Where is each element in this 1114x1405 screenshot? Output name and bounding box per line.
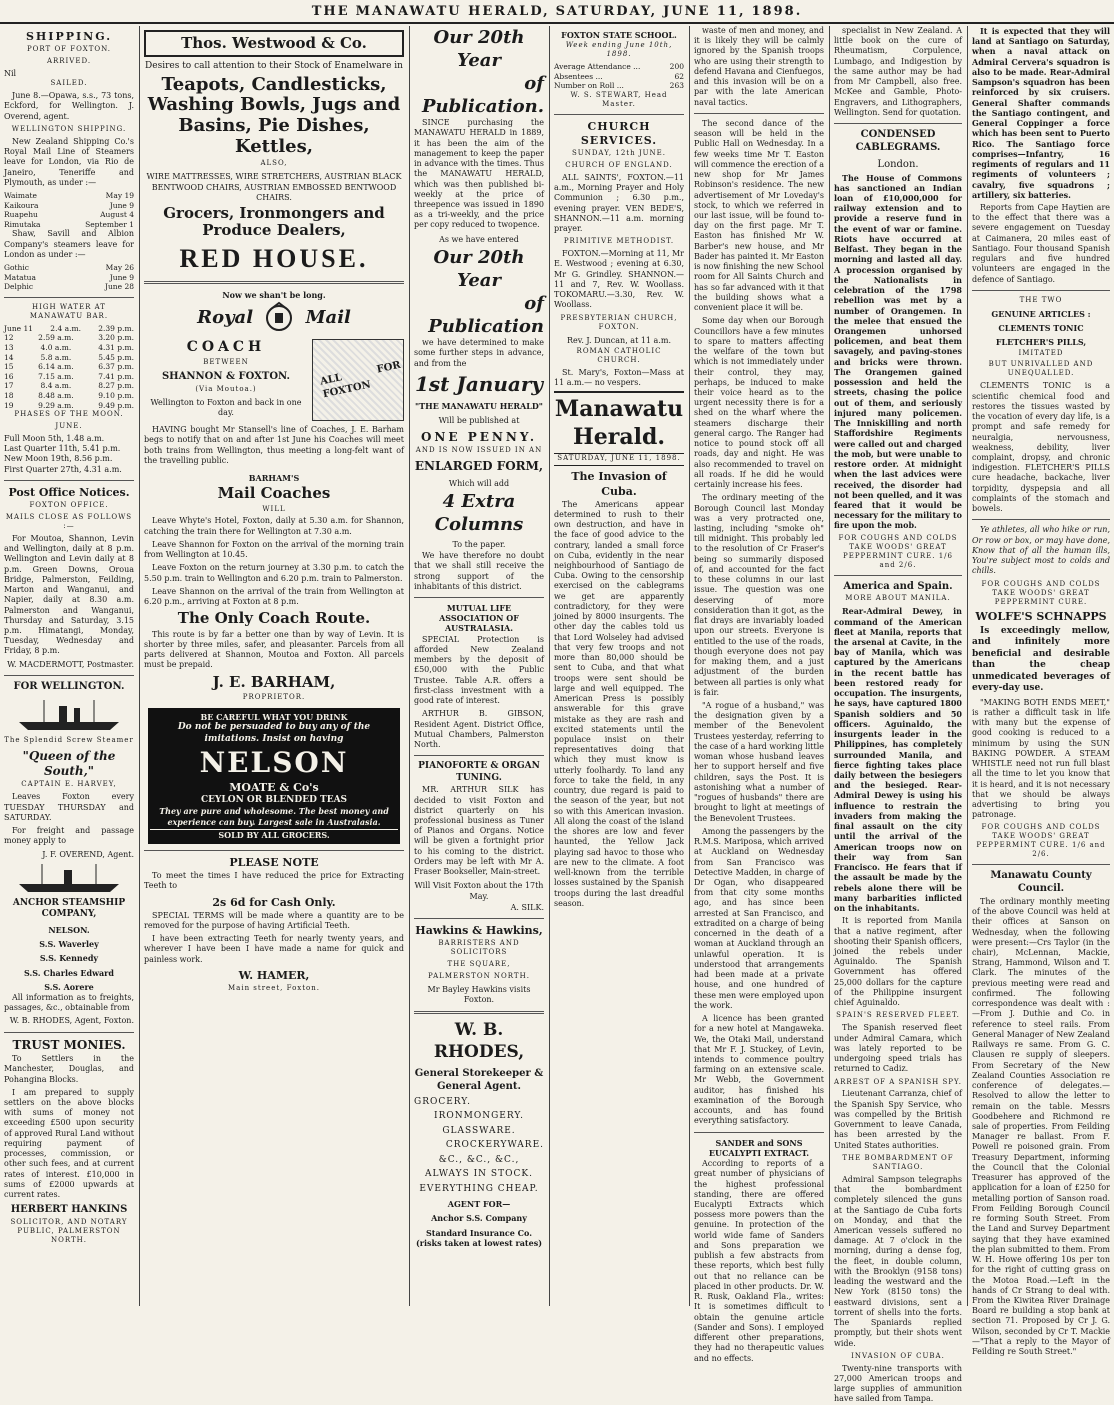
steamer-date: May 26 bbox=[105, 263, 134, 273]
nzs-text: New Zealand Shipping Co.'s Royal Mail Line of Steamers leave for London, via Rio de Janeiro, Teneriffe and Plymouth, as under :— bbox=[4, 136, 134, 187]
steamer-date: May 19 bbox=[105, 191, 134, 200]
silk-signature: A. SILK. bbox=[510, 902, 544, 912]
attendance-label: Number on Roll ... bbox=[554, 81, 624, 91]
extracting-text: I have been extracting Teeth for nearly twenty years, and wherever I have been I have made a name for quick and painless work. bbox=[144, 934, 404, 964]
ship-name: S.S. Kennedy bbox=[39, 953, 99, 964]
since-text: SINCE purchasing the MANAWATU HERALD in 1889, it has been the aim of the management to keep the paper in advance with the times. Thus the MANAWATU HERALD, which was then published bi-weekly at the price of threepence was issued in 1890 as a tri-weekly, and the price per copy reduced to twopence. bbox=[414, 118, 544, 230]
clements-heading: CLEMENTS TONIC bbox=[998, 323, 1084, 334]
trust-heading: TRUST MONIES. bbox=[12, 1037, 126, 1052]
coach-schedule: Leave Foxton on the return journey at 3.30 p.m. to catch the 5.50 p.m. train to Wellington and 6.20 p.m. train to Palmerston. bbox=[144, 563, 404, 583]
wolfe-heading: WOLFE'S SCHNAPPS bbox=[975, 610, 1107, 624]
tide-pm: 7.41 p.m. bbox=[98, 371, 134, 381]
post-office-heading: Post Office Notices. bbox=[8, 485, 130, 499]
divider bbox=[414, 597, 544, 598]
steamer-date: June 9 bbox=[109, 272, 134, 282]
column-3 bbox=[410, 26, 548, 1306]
issued-text: AND IS NOW ISSUED IN AN bbox=[415, 446, 543, 455]
overend-agent: J. F. OVEREND, Agent. bbox=[42, 849, 134, 859]
tide-table bbox=[4, 324, 134, 410]
attendance-value: 200 bbox=[669, 62, 684, 72]
tide-am: 2.59 a.m. bbox=[38, 333, 74, 343]
ship-name: S.S. Waverley bbox=[39, 939, 99, 950]
coe-heading: CHURCH OF ENGLAND. bbox=[565, 160, 673, 169]
attendance-row bbox=[554, 72, 684, 82]
fleet-text: The Spanish reserved fleet under Admiral Camara, which was lately reported to be undergoing speed trials has returned to Cadiz. bbox=[834, 1023, 962, 1074]
two-heading: THE TWO bbox=[1019, 295, 1063, 304]
masthead-date: JUNE 11, bbox=[663, 3, 746, 19]
tide-row bbox=[4, 324, 134, 334]
post-office-text: For Moutoa, Shannon, Levin and Wellington, daily at 8 p.m. Wellington and Levin daily at 8 p.m. Green Downs, Oroua Bridge, Palmerston, Feilding, Marton and Wanganui, and Napier, daily at 8.30 a.m. Palmerston and Wanganui, Thursday and Saturday, 3.15 p.m. Himatangi, Monday, Tuesday, Wednesday and Friday, 8 p.m. bbox=[4, 533, 134, 656]
tide-day: 17 bbox=[4, 381, 14, 391]
herald-name: "THE MANAWATU HERALD" bbox=[415, 401, 543, 412]
attendance-value: 62 bbox=[674, 71, 684, 81]
silk-text: MR. ARTHUR SILK has decided to visit Foxton and district quarterly on his professional business as Tuner of Pianos and Organs. Notice will be given a fortnight prior to his coming to the district. Orders may be left with Mr A. Fraser Bookseller, Main-street. bbox=[414, 785, 544, 877]
tide-day: 13 bbox=[4, 342, 14, 352]
divider bbox=[972, 290, 1110, 291]
divider bbox=[694, 1132, 824, 1133]
coach-illustration bbox=[312, 339, 404, 421]
divider bbox=[414, 755, 544, 756]
tide-day: 16 bbox=[4, 371, 14, 381]
steamer-name: Rimutaka bbox=[4, 219, 41, 229]
article-text: The second dance of the season will be held in the Public Hall on Wednesday. In a few weeks time Mr T. Easton will commence the erection of a new shop for Mr James Robinson's residence. The new advertisement of Mr Loveday's stock, to which we referred in our last issue, will be found to-day on the first page. Mr T. Easton has finished Mr W. Barber's new house, and Mr Bader has painted it. Mr Easton is now finishing the new School room for All Saints Church and has so far advanced with it that the building shows what a convenient place it will be. bbox=[694, 118, 824, 313]
crockeryware-item: CROCKERYWARE. bbox=[445, 1140, 544, 1151]
unrivalled-text: BUT UNRIVALLED AND UNEQUALLED. bbox=[988, 360, 1094, 378]
coach-text-block bbox=[144, 335, 308, 425]
council-heading: Manawatu County Council. bbox=[990, 870, 1092, 895]
moon-phase: First Quarter 27th, 4.31 a.m. bbox=[4, 464, 122, 474]
leaves-text: Leaves Foxton every TUESDAY THURSDAY and SATURDAY. bbox=[4, 792, 134, 822]
masthead-name: MANAWATU HERALD, bbox=[355, 3, 550, 19]
stewart-text: W. S. STEWART, Head Master. bbox=[570, 90, 668, 108]
coach-schedule: Leave Shannon on the arrival of the train from Wellington at 6.20 p.m., arriving at Foxton at 8 p.m. bbox=[144, 586, 404, 607]
moon-phase: New Moon 19th, 8.56 p.m. bbox=[4, 454, 113, 464]
masthead-the: THE bbox=[311, 3, 350, 19]
steamer-row bbox=[4, 273, 134, 283]
tide-am: 4.0 a.m. bbox=[40, 342, 72, 352]
tide-am: 2.4 a.m. bbox=[50, 323, 81, 333]
tide-am: 8.48 a.m. bbox=[38, 390, 74, 400]
note-text: To meet the times I have reduced the price for Extracting Teeth to bbox=[144, 871, 404, 891]
anchor-company: Anchor S.S. Company bbox=[431, 1213, 527, 1224]
divider bbox=[414, 1011, 544, 1014]
nelson-tea-ad bbox=[148, 708, 400, 844]
making-text: "MAKING BOTH ENDS MEET," is rather a difficult task in life with many but the expense of good cooking is reduced to a minimum by using the SUN BAKING POWDER. A STEAM WHISTLE need not run full blast all the time to let you know that it is heard, and it is not necessary that we should be always advertising to bring you patronage. bbox=[972, 697, 1110, 820]
splendid-text: The Splendid Screw Steamer bbox=[4, 735, 134, 744]
pm-text: FOXTON.—Morning at 11, Mr E. Westwood ; evening at 6.30, Mr G. Grindley. SHANNON.—11 and 7, Rev. W. Woollass. TOKOMARU.—3.30, Rev. W. Woollass. bbox=[554, 249, 684, 310]
divider bbox=[554, 114, 684, 115]
sander-text: According to reports of a great number of physicians of the highest professional standing, there are offered Eucalypti Extracts which possess more powers than the genuine. In protection of the world wide fame of Sanders and Sons preparation we publish a few abstracts from these reports, which best fully out that no reliance can be placed in other products. Dr. W. R. Rusk, Oakland Fla., writes: It is sometimes difficult to obtain the genuine article (Sander and Sons). I employed different other preparations, they had no therapeutic values and no effects. bbox=[694, 1159, 824, 1363]
now-text: Now we shan't be long. bbox=[222, 289, 326, 300]
tide-row bbox=[4, 362, 134, 372]
tide-pm: 2.39 p.m. bbox=[98, 323, 134, 333]
masthead-year: 1898. bbox=[751, 3, 803, 19]
article-text: Among the passengers by the R.M.S. Mariposa, which arrived at Auckland on Wednesday from San Francisco was Detective Madden, in charge of Dr Ogan, who disappeared from that city some months ago, and has since been arrested at San Francisco, and extradited on a charge of being concerned in the death of a woman at Auckland through an unlawful operation. It is understood that arrangements had been made at a private house, and one hundred of these men were employed upon the work. bbox=[694, 826, 824, 1010]
sailed-heading: SAILED. bbox=[50, 79, 88, 88]
invasion-cuba-heading: INVASION OF CUBA. bbox=[851, 1351, 945, 1360]
route-heading: SHANNON & FOXTON. bbox=[161, 370, 291, 382]
genuine-heading: GENUINE ARTICLES : bbox=[991, 308, 1091, 319]
sander-heading: SANDER and SONS EUCALYPTI EXTRACT. bbox=[708, 1137, 810, 1158]
steamer-name: Matatua bbox=[4, 272, 36, 282]
masthead-day: SATURDAY, bbox=[555, 3, 658, 19]
attendance-row bbox=[554, 62, 684, 72]
grocery-item: GROCERY. bbox=[414, 1096, 471, 1107]
tide-row bbox=[4, 333, 134, 343]
imitated-text: IMITATED bbox=[1018, 348, 1064, 357]
arrived-heading: ARRIVED. bbox=[46, 57, 92, 66]
hawkins-heading: Hawkins & Hawkins, bbox=[415, 924, 543, 938]
tide-day: 15 bbox=[4, 362, 14, 372]
westwood-heading: Thos. Westwood & Co. bbox=[144, 30, 404, 57]
tide-row bbox=[4, 381, 134, 391]
coe-text: ALL SAINTS', FOXTON.—11 a.m., Morning Prayer and Holy Communion ; 6.30 p.m., evening prayer. VEN BEDE'S, SHANNON.—11 a.m. morning prayer. bbox=[554, 172, 684, 234]
desires-text: Desires to call attention to their Stock of Enamelware in bbox=[145, 61, 403, 72]
only-coach-route: The Only Coach Route. bbox=[177, 609, 371, 628]
herald-masthead: Manawatu Herald. bbox=[554, 391, 684, 454]
divider bbox=[414, 918, 544, 919]
pure-text: They are pure and wholesome. The best money and experience can buy. Largest sale in Australasia. bbox=[159, 806, 389, 827]
ceylon-text: CEYLON OR BLENDED TEAS bbox=[200, 794, 348, 805]
article-text: The ordinary meeting of the Borough Council last Monday was a very protracted one, lasting, including "smoke oh" till midnight. This probably led to the resolution of Cr Fraser's being so summarily disposed of, and accounted for the fact to these columns in our last issue. The question was one deserving of more consideration than it got, as the flat drays are invariably loaded upon our streets. Everyone is entitled to the use of the roads, though everyone does not pay for making them, and a just adjustment of the burden between all parties is only what is fair. bbox=[694, 493, 824, 697]
coughs-ad: FOR COUGHS AND COLDS TAKE WOODS' GREAT PEPPERMINT CURE. 1/6 and 2/6. bbox=[838, 533, 958, 569]
having-text: HAVING bought Mr Stansell's line of Coaches, J. E. Barham begs to notify that on and after 1st June his Coaches will meet both trains from Wellington, thus meeting a long-felt want of the travelling public. bbox=[144, 425, 404, 465]
steamer-row bbox=[4, 220, 134, 230]
council-text: The ordinary monthly meeting of the above Council was held at their offices at Sanson on Wednesday, when the following were present:—Crs Taylor (in the chair), McLennan, Mackie, Strang, Hammond, Wilson and T. Clark. The minutes of the previous meeting were read and confirmed. The following correspondence was dealt with :—From J. Duthie and Co. in reference to steel rails. From General Manager of New Zealand Railways re same. From G. C. Clausen re supply of sleepers. From Secretary of the New Zealand Counties Association re conference of delegates.—Resolved to allow the letter to remain on the table. Messrs Goodbehere and Richmond re sale of properties. From Feilding Manager re ballast. From F. Powell re poisoned grain. From Treasury Department, informing the Council that the Colonial Treasurer has approved of the application for a loan of £250 for metalling portion of Sanson road. From Feilding Borough Council re forming South Street. From the Land and Survey Department saying that they have examined the plan submitted to them. From W. H. Howe offering 10s per ton for the right of cutting grass on the Motoa Road.—Left in the hands of Cr Strang to deal with. From the Kiwitea River Drainage Board re building a stop bank at section 71. Proposed by Cr J. G. Wilson, seconded by Cr T. Mackie—"That a reply to the Mayor of Feilding re South Street." bbox=[972, 896, 1110, 1357]
moon-phase: Last Quarter 11th, 5.41 p.m. bbox=[4, 444, 121, 454]
tide-day: 14 bbox=[4, 352, 14, 362]
verse-text: Ye athletes, all who hike or run, Or row or box, or may have done, Know that of all the human ills, You're subject most to colds and chills. bbox=[972, 525, 1110, 576]
square-text: THE SQUARE, bbox=[447, 960, 511, 969]
column-2 bbox=[140, 26, 408, 1306]
foxton-office-heading: FOXTON OFFICE. bbox=[29, 501, 109, 510]
wire-text: WIRE MATTRESSES, WIRE STRETCHERS, AUSTRIAN BLACK BENTWOOD CHAIRS, AUSTRIAN EMBOSSED BENTWOOD CHAIRS. bbox=[146, 172, 402, 202]
article-text: The House of Commons has sanctioned an Indian loan of £10,000,000 for railway extension and to provide a reserve fund in the event of war or famine. Riots have occurred at Belfast. They began in the morning and lasted all day. A procession organised by the Nationalists in celebration of the 1798 rebellion was met by a number of Orangemen. In the melee that ensued the Orangemen unhorsed policemen, and beat them savagely, and paving-stones and bricks were thrown. The Orangemen gained possession and held the streets, chasing the police out of them, and seriously injured many policemen. The Inniskilling and north Staffordshire Regiments were called out and charged the mob, but were unable to restore order. At midnight when the last advices were received, the disorder had not been quelled, and it was feared that it would be necessary for the military to fire upon the mob. bbox=[834, 172, 962, 531]
steamer-name: Kaikoura bbox=[4, 200, 39, 210]
piano-heading: PIANOFORTE & ORGAN TUNING. bbox=[418, 761, 540, 783]
manila-heading: MORE ABOUT MANILA. bbox=[845, 594, 951, 603]
postmaster: W. MACDERMOTT, Postmaster. bbox=[7, 659, 134, 669]
trust-text: I am prepared to supply settlers on the above blocks with sums of money not exceeding £500 upon security of approved Rural Land without requiring payment of processes, commission, or other such fees, and at current rates of interest. £10,000 in sums of £2000 upwards at current rates. bbox=[4, 1087, 134, 1200]
shipping-heading: SHIPPING. bbox=[25, 30, 113, 43]
invasion-cuba-text: Twenty-nine transports with 27,000 American troops and large supplies of ammunition have sailed from Tampa. bbox=[834, 1363, 962, 1404]
port-heading: PORT OF FOXTON. bbox=[26, 45, 112, 54]
mail-coaches-heading: Mail Coaches bbox=[217, 484, 331, 503]
arrived-text: Nil bbox=[4, 68, 17, 78]
barristers-text: BARRISTERS AND SOLICITORS bbox=[438, 939, 520, 957]
please-note-heading: PLEASE NOTE bbox=[229, 856, 319, 870]
persuaded-text: Do not be persuaded to buy any of the imitations. Insist on having bbox=[177, 721, 371, 744]
beware-text: BE CAREFUL WHAT YOU DRINK bbox=[200, 711, 348, 722]
barham-title: BARHAM'S bbox=[248, 473, 300, 484]
divider bbox=[4, 1032, 134, 1033]
article-text: It is expected that they will land at Santiago on Saturday, when a naval attack on Admiral Cervera's squadron is also to be made. Rear-Admiral Sampson's squadron has been reinforced by six cruisers. General Shafter commands the Santiago contingent, and General Coppinger a force which has been sent to Puerto Rico. The Santiago force comprises—Infantry, 16 regiments of regulars and 11 regiments of volunteers ; cavalry, five squadrons ; artillery, six batteries. bbox=[972, 26, 1110, 200]
main-street-text: Main street, Foxton. bbox=[227, 984, 320, 993]
tide-am: 5.8 a.m. bbox=[40, 352, 72, 362]
steamer-name: Ruapehu bbox=[4, 210, 38, 220]
coach-block bbox=[144, 335, 404, 425]
church-services-heading: CHURCH SERVICES. bbox=[580, 119, 658, 147]
america-spain-heading: America and Spain. bbox=[843, 580, 953, 592]
tide-row bbox=[4, 353, 134, 363]
tide-pm: 6.37 p.m. bbox=[98, 362, 134, 372]
our-20th-year: Our 20th Year bbox=[433, 27, 525, 72]
mails-heading: MAILS CLOSE AS FOLLOWS :— bbox=[5, 512, 133, 530]
fleet-heading: SPAIN'S RESERVED FLEET. bbox=[836, 1011, 960, 1020]
divider bbox=[4, 297, 134, 298]
steamer-name: Gothic bbox=[4, 263, 29, 273]
tide-am: 7.15 a.m. bbox=[38, 371, 74, 381]
gibson-text: ARTHUR B. GIBSON, Resident Agent. District Office, Mutual Chambers, Palmerston North. bbox=[414, 709, 544, 750]
divider bbox=[144, 281, 404, 284]
agent-for: AGENT FOR— bbox=[447, 1199, 511, 1210]
bayley-text: Mr Bayley Hawkins visits Foxton. bbox=[427, 984, 531, 1005]
col2-left bbox=[144, 469, 404, 996]
article-text: A licence has been granted for a new hotel at Mangaweka. We, the Otaki Mail, understand that Mr F. J. Stuckey, of Levin, intends to commence poultry farming on an extensive scale. Mr Webb, the Government auditor, has finished his examination of the Borough accounts, and has found everything satisfactory. bbox=[694, 1014, 824, 1126]
steamer-date: June 9 bbox=[109, 200, 134, 210]
week-text: Week ending June 10th, 1898. bbox=[565, 41, 673, 59]
mutual-life-heading: MUTUAL LIFE ASSOCIATION OF AUSTRALASIA. bbox=[439, 602, 519, 634]
tide-pm: 4.31 p.m. bbox=[98, 342, 134, 352]
shaw-text: Shaw, Savill and Albion Company's steamers leave for London as under :— bbox=[4, 229, 134, 259]
tide-pm: 5.45 p.m. bbox=[98, 352, 134, 362]
general-storekeeper: General Storekeeper & General Agent. bbox=[414, 1067, 544, 1092]
etc-item: &C., &C., &C., bbox=[438, 1154, 520, 1165]
enlarged-form: ENLARGED FORM, bbox=[414, 459, 544, 474]
column-5 bbox=[690, 26, 828, 1363]
hamer-name: W. HAMER, bbox=[238, 968, 310, 982]
tide-row bbox=[4, 391, 134, 401]
coach-heading: COACH bbox=[186, 339, 266, 356]
steamer-row bbox=[4, 201, 134, 211]
bombardment-text: Admiral Sampson telegraphs that the bombardment completely silenced the guns at the Santiago de Cuba forts on Monday, and that the American vessels suffered no damage. At 7 o'clock in the morning, during a dense fog, the fleet, in double column, with the Brooklyn (9158 tons) leading the westward and the New York (8150 tons) the eastward divisions, sent a torrent of shells into the forts. The Spaniards replied promptly, but their shots went wide. bbox=[834, 1174, 962, 1348]
moon-heading: PHASES OF THE MOON. bbox=[14, 410, 124, 419]
wellington-shipping-heading: WELLINGTON SHIPPING. bbox=[11, 124, 127, 133]
daily-text: Wellington to Foxton and back in one day. bbox=[150, 397, 302, 417]
col2-split bbox=[144, 469, 404, 996]
steamer-date: June 28 bbox=[104, 282, 134, 292]
spy-text: Lieutenant Carranza, chief of the Spanish Spy Service, who was compelled by the British Government to leave Canada, has been arrested by the United States authorities. bbox=[834, 1089, 962, 1150]
hankins-name: HERBERT HANKINS bbox=[10, 1204, 128, 1216]
divider bbox=[144, 850, 404, 851]
nelson-brand: NELSON bbox=[199, 746, 349, 780]
captain-text: CAPTAIN E. HARVEY, bbox=[21, 780, 117, 789]
which-will-add: Which will add bbox=[448, 478, 510, 488]
standard-insurance: Standard Insurance Co. (risks taken at lowest rates) bbox=[416, 1227, 542, 1248]
entered-text: As we have entered bbox=[439, 234, 519, 244]
royal-mail-heading bbox=[144, 301, 404, 335]
visit-text: Will Visit Foxton about the 17th May. bbox=[414, 881, 544, 901]
royal-crest-icon bbox=[259, 301, 299, 335]
tide-pm: 9.10 p.m. bbox=[98, 390, 134, 400]
tide-pm: 9.49 p.m. bbox=[98, 400, 134, 410]
four-extra-columns: 4 Extra Columns bbox=[434, 490, 524, 535]
steamers-list bbox=[4, 191, 134, 229]
coach-schedule: Leave Shannon for Foxton on the arrival of the morning train from Wellington at 10.45. bbox=[144, 539, 404, 560]
tide-am: 9.29 a.m. bbox=[38, 400, 74, 410]
wb-rhodes-heading: W. B. RHODES, bbox=[433, 1020, 525, 1063]
of-publication: of Publication. bbox=[421, 73, 544, 118]
steamship-icon bbox=[14, 698, 124, 732]
to-paper: To the paper. bbox=[452, 539, 506, 549]
sold-text: SOLD BY ALL GROCERS. bbox=[150, 829, 398, 840]
nelson-heading: NELSON. bbox=[48, 924, 90, 935]
mary-text: St. Mary's, Foxton—Mass at 11 a.m.— no vespers. bbox=[554, 367, 684, 387]
pm-heading: PRIMITIVE METHODIST. bbox=[563, 237, 675, 246]
tide-row bbox=[4, 343, 134, 353]
royal-text: Royal bbox=[197, 307, 254, 329]
wolfe-text: Is exceedingly mellow, and infinitely more beneficial and desirable than the cheap unmedicated beverages of every-day use. bbox=[972, 625, 1110, 694]
glassware-item: GLASSWARE. bbox=[442, 1125, 516, 1136]
fletchers-heading: FLETCHER'S PILLS, bbox=[995, 337, 1087, 348]
tide-pm: 3.20 p.m. bbox=[98, 333, 134, 343]
bombardment-heading: THE BOMBARDMENT OF SANTIAGO. bbox=[842, 1153, 954, 1171]
info-text: All information as to freights, passages, &c., obtainable from bbox=[4, 992, 134, 1013]
teapots-heading: Teapots, Candlesticks, Washing Bowls, Jugs and Basins, Pie Dishes, Kettles, bbox=[147, 73, 401, 157]
our-20th-year-2: Our 20th Year bbox=[433, 246, 525, 291]
article-text: "A rogue of a husband," was the designation given by a member of the Benevolent Trustees yesterday, referring to the case of a hard working little woman whose husband leaves her to support herself and five children, says the Post. It is astonishing what a number of "rogues of husbands" there are brought to light at meetings of the Benevolent Trustees. bbox=[694, 701, 824, 823]
sunday-text: SUNDAY, 12th JUNE. bbox=[572, 148, 666, 157]
divider bbox=[834, 123, 962, 124]
divider bbox=[4, 480, 134, 481]
ship-name: S.S. Charles Edward bbox=[24, 967, 114, 978]
spy-heading: ARREST OF A SPANISH SPY. bbox=[834, 1077, 962, 1086]
steamer-row bbox=[4, 263, 134, 273]
coughs-ad: FOR COUGHS AND COLDS TAKE WOODS' GREAT PEPPERMINT CURE. 1/6 and 2/6. bbox=[976, 823, 1106, 859]
coughs-ad: FOR COUGHS AND COLDS TAKE WOODS' GREAT PEPPERMINT CURE. bbox=[981, 579, 1101, 606]
one-penny: ONE PENNY. bbox=[420, 429, 538, 444]
london-heading: London. bbox=[877, 158, 919, 170]
published-text: Will be published at bbox=[438, 415, 520, 425]
clements-text: CLEMENTS TONIC is a scientific chemical food and restores the tissues wasted by the vocation of every day life, is a prompt and safe remedy for neuralgia, nervousness, weakness, debility, liver complaint, dropsy, and chronic indigestion. FLETCHER'S PILLS cure headache, backache, liver torpidity, dyspepsia and all complaints of the stomach and bowels. bbox=[972, 381, 1110, 514]
article-text: Rear-Admiral Dewey, in command of the American fleet at Manila, reports that the arsenal at Cavite, in the bay of Manila, which was captured by the Americans in the recent battle has been restored ready for occupation. The insurgents, he says, have captured 1800 Spanish soldiers and 50 officers. Aguinaldo, the insurgents leader in the Philippines, has completely surrounded Manila, and fierce fighting takes place daily between the besiegers and the besieged. Rear-Admiral Dewey is using his influence to restrain the invaders from making the final assault on the city until the arrival of the American troops now on their way from San Francisco. He fears that if the assault be made by the rebels alone there will be many barbarities inflicted on the inhabitants. bbox=[834, 606, 962, 914]
tide-day: 19 bbox=[4, 400, 14, 410]
red-house-heading: RED HOUSE. bbox=[179, 243, 369, 273]
ship-name: S.S. Aorere bbox=[44, 981, 94, 992]
pres-heading: PRESBYTERIAN CHURCH, FOXTON. bbox=[560, 313, 678, 331]
palmerston-text: PALMERSTON NORTH. bbox=[428, 972, 530, 981]
attendance-label: Average Attendance ... bbox=[554, 62, 641, 72]
tide-day: 12 bbox=[4, 333, 14, 343]
article-text: Some day when our Borough Councillors have a few minutes to spare to matters affecting the welfare of the town but which is not immediately under their control, they may, perhaps, be induced to make their voice heard as to the urgent necessity there is for a shed on the wharf where the steamers discharge their general cargo. The Ranger had notice to pound stock off all roads, day and night. He was also recommended to travel on all roads. If he did he would certainly increase his fees. bbox=[694, 316, 824, 490]
steamer-row bbox=[4, 282, 134, 292]
of-publication-2: of Publication bbox=[428, 293, 544, 338]
condensed-heading: CONDENSED CABLEGRAMS. bbox=[855, 129, 941, 153]
freight-text: For freight and passage money apply to bbox=[4, 826, 134, 846]
school-heading: FOXTON STATE SCHOOL. bbox=[561, 30, 677, 40]
tide-am: 6.14 a.m. bbox=[38, 362, 74, 372]
coach-schedule: Leave Whyte's Hotel, Foxton, daily at 5.30 a.m. for Shannon, catching the train there for Wellington at 7.30 a.m. bbox=[144, 516, 404, 536]
steamer-row bbox=[4, 191, 134, 201]
article-text: waste of men and money, and it is likely they will be calmly ignored by the Spanish troops who are using their strength to defend Havana and Cienfuegos, and this invasion will be on a par with the late American naval tactics. bbox=[694, 26, 824, 107]
invasion-heading: The Invasion of Cuba. bbox=[571, 470, 667, 498]
column-4 bbox=[550, 26, 688, 1306]
column-7 bbox=[968, 26, 1114, 1357]
grocers-heading: Grocers, Ironmongers and Produce Dealers, bbox=[163, 204, 385, 240]
attendance-row bbox=[554, 81, 684, 91]
special-text: SPECIAL TERMS will be made where a quantity are to be removed for the purpose of having Artificial Teeth. bbox=[144, 910, 404, 930]
will-text: WILL bbox=[262, 504, 286, 513]
attendance-label: Absentees ... bbox=[554, 71, 603, 81]
divider bbox=[972, 864, 1110, 865]
attendance-value: 263 bbox=[669, 81, 684, 91]
anchor-company: ANCHOR STEAMSHIP COMPANY, bbox=[12, 897, 126, 920]
queen-of-south: "Queen of the South," bbox=[22, 748, 116, 779]
divider bbox=[834, 575, 962, 576]
steamer-name: Delphic bbox=[4, 282, 34, 292]
coach-sign: ALL FOR FOXTON bbox=[319, 359, 402, 401]
moate-text: MOATE & Co's bbox=[229, 780, 319, 794]
high-water-heading: HIGH WATER AT MANAWATU BAR. bbox=[29, 302, 109, 320]
everything-cheap: EVERYTHING CHEAP. bbox=[419, 1183, 539, 1194]
masthead bbox=[0, 0, 1114, 24]
proprietor-text: PROPRIETOR. bbox=[242, 692, 306, 701]
first-january: 1st January bbox=[415, 371, 543, 396]
article-text: Reports from Cape Haytien are to the effect that there was a severe engagement on Tuesday at Caimanera, 20 miles east of Santiago. Four thousand Spanish regulars and five hundred volunteers are engaged in the defence of Santiago. bbox=[972, 202, 1110, 284]
between-text: BETWEEN bbox=[203, 358, 249, 367]
duncan-text: Rev. J. Duncan, at 11 a.m. bbox=[567, 335, 671, 345]
solicitor-text: SOLICITOR, AND NOTARY PUBLIC, PALMERSTON NORTH. bbox=[10, 1218, 128, 1245]
barham-name: J. E. BARHAM, bbox=[212, 672, 336, 691]
also-text: ALSO, bbox=[260, 159, 288, 168]
column-6 bbox=[830, 26, 966, 1404]
tide-day: June 11 bbox=[4, 323, 34, 333]
steamer-name: Waimate bbox=[4, 191, 37, 200]
tide-row bbox=[4, 372, 134, 382]
mutual-text: SPECIAL Protection is afforded New Zealand members by the deposit of £50,000 with the Public Trustee. Table A.R. offers a first-class investment with a good rate of interest. bbox=[414, 634, 544, 706]
tide-row bbox=[4, 401, 134, 411]
invasion-text: The Americans appear determined to rush to their own destruction, and have in the face of good advice to the contrary, landed a small force on Cuba, evidently in the near neighbourhood of Santiago de Cuba. Owing to the censorship exercised on the cablegrams we get are apparently contradictory, for they were joined by 8000 insurgents. The other day the cables told us that Lord Wolseley had advised that very few troops and not more than 80,000 should be sent to Cuba, and that what troops were sent should be large and well equipped. The American Press is possibly answerable for this grave mistake as they are rash and excited statements until the populace insist on their representatives doing that which they must know is utterly foolhardy. To land any force to take the field, in any country, due regard is paid to the season of the year, but not so with this American invasion. All along the coast of the island the shores are low and fever haunted, the Yellow Jack playing sad havoc to those who are new to the climate. A foot well-known from the terrible losses sustained by the Spanish troops during the last dreadful season. bbox=[554, 499, 684, 908]
tide-pm: 8.27 p.m. bbox=[98, 381, 134, 391]
moon-month: JUNE. bbox=[55, 422, 83, 431]
route-text: This route is by far a better one than by way of Levin. It is shorter by three miles, safer, and pleasanter. Parcels from all parts delivered at Shannon, Moutoa and Foxton. All parcels must be prepaid. bbox=[144, 629, 404, 670]
always-in-stock: ALWAYS IN STOCK. bbox=[425, 1169, 533, 1180]
tide-am: 8.4 a.m. bbox=[40, 381, 72, 391]
column-1 bbox=[0, 26, 138, 1306]
divider bbox=[4, 675, 134, 676]
determined-text: we have determined to make some further steps in advance, and from the bbox=[414, 338, 544, 368]
trust-sub: To Settlers in the Manchester, Douglas, and Pohangina Blocks. bbox=[4, 1054, 134, 1084]
via-text: (Via Moutoa.) bbox=[195, 384, 257, 393]
price-text: 2s 6d for Cash Only. bbox=[212, 895, 336, 909]
saturday-date: SATURDAY, JUNE 11, 1898. bbox=[554, 454, 684, 466]
steamer-date: September 1 bbox=[85, 219, 134, 229]
steamship-icon bbox=[14, 864, 124, 894]
rhodes-agent: W. B. RHODES, Agent, Foxton. bbox=[9, 1016, 134, 1026]
steamer-date: August 4 bbox=[100, 210, 134, 220]
tide-day: 18 bbox=[4, 390, 14, 400]
divider bbox=[972, 519, 1110, 520]
article-text: specialist in New Zealand. A little book on the cure of Rheumatism, Corpulence, Lumbago, and Indigestion by the same author may be had from Mr Campbell, also free. McKee and Gamble, Photo-Engravers, and Lithographers, Wellington. Send for quotation. bbox=[834, 26, 962, 117]
for-wellington-heading: FOR WELLINGTON. bbox=[13, 680, 125, 692]
ironmongery-item: IRONMONGERY. bbox=[434, 1111, 524, 1122]
article-text: It is reported from Manila that a native regiment, after shooting their Spanish officers, joined the rebels under Aguinaldo. The Spanish Government has offered 25,000 dollars for the capture of the Philippine insurgent chief Aguinaldo. bbox=[834, 916, 962, 1008]
rc-heading: ROMAN CATHOLIC CHURCH. bbox=[576, 346, 662, 364]
mail-text: Mail bbox=[305, 307, 351, 329]
steamer-row bbox=[4, 210, 134, 220]
sailed-text: June 8.—Opawa, s.s., 73 tons, Eckford, for Wellington. J. Overend, agent. bbox=[4, 91, 134, 121]
divider bbox=[694, 113, 824, 114]
hope-text: We have therefore no doubt that we shall still receive the strong support of the inhabitants of this district. bbox=[414, 551, 544, 591]
moon-phase: Full Moon 5th, 1.48 a.m. bbox=[4, 434, 105, 444]
